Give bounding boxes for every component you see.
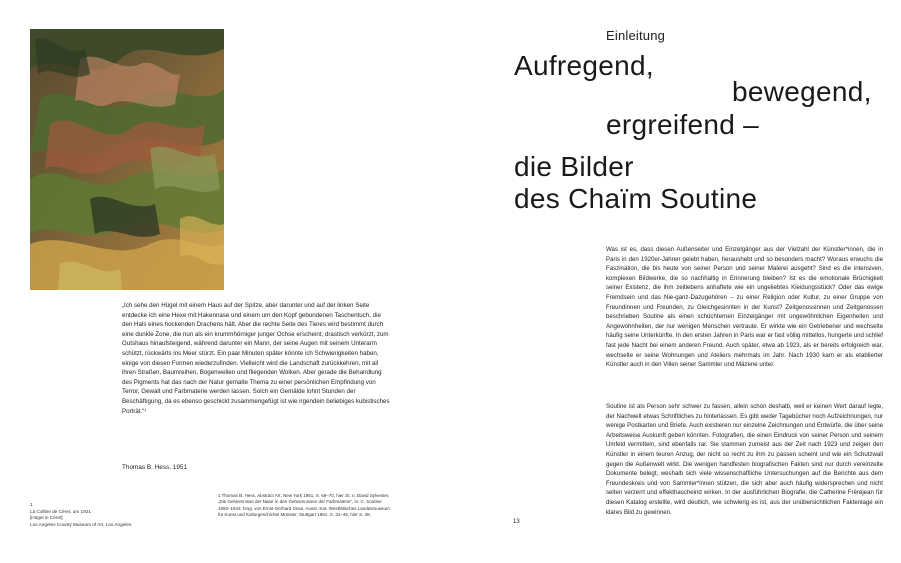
section-label: Einleitung <box>606 28 666 43</box>
quote-text: „Ich sehe den Hügel mit einem Haus auf der Spitze, aber darunter und auf der linken Seite entdecke ich eine Hexe mit Hakennase und einem um den Kopf gebundenen Taschentuch, die den Hals eines hockenden Drachens hält. Aber die rechte Seite des Tieres wird bestimmt durch eine dunkle Zone, die nun als ein krummhörniger junger Ochse erscheint, drastisch verkürzt, zum Gutshaus hinaufsteigend, während darunter ein Mann, der seine Augen mit seinem Unterarm schützt, rückwärts ins Meer stürzt. Ein paar Minuten später könnte ich Schwierigkeiten haben, einige von diesen Formen wiederzufinden. Vielleicht wird die Landschaft zurückkehren, mit all ihren Straßen, Baumreihen, Bogenwellen und fliegenden Wolken. Aber gerade die Behandlung des Pigments hat das nach der Natur gemalte Thema zu einer persönlichen Empfindung von Terror, Gewalt und Farbmaterie werden lassen. Solch ein Gemälde lohnt Stunden der Beschäftigung, da es ebenso geschickt zusammengefügt ist wie irgendein beliebiges kubistisches Porträt.“¹ <box>122 302 390 415</box>
quote-author: Thomas B. Hess, 1951 <box>122 464 188 471</box>
caption-collection: Los Angeles County Museum of Art, Los Angeles <box>30 521 132 527</box>
headline-line-5: des Chaïm Soutine <box>514 183 758 214</box>
caption-title: La Colline de Céret, um 1921 <box>30 508 91 514</box>
footnote: 1 Thomas B. Hess, Abstract Art, New York 1951, S. 69–70, hier zit. n. David Sylvester, „Die Geheimnisse der Natur in den Geheimnissen der Farbmaterie“, in: C. Soutine 1893–1943, hrsg. von Ernst-Gerhard Güse, Ausst.-Kat. Westfälisches Landesmuseum für Kunst und Kulturgeschichte Münster, Stuttgart 1981, S. 31–45, hier S. 38. <box>218 493 390 517</box>
image-caption <box>30 502 180 528</box>
headline-line-1: Aufregend, <box>514 50 654 81</box>
body-paragraph-1: Was ist es, dass diesen Außenseiter und Einzelgänger aus der Vielzahl der Künstler*innen, die in Paris in den 1920er-Jahren gelebt haben, heraushebt und so besonders macht? Woraus erwuchs die Faszination, die bis heute von seiner Person und seiner Malerei ausgeht? Sind es die intensiven, komplexen Bildwerke, die so nachhaltig in Erinnerung bleiben? Ist es die emotionale Brüchigkeit seiner Existenz, die ihm zeitlebens anhaftete wie ein ungeliebtes Kleidungsstück? Oder das ewige Fremdsein und das Nie-ganz-Dazugehören – zu einer Religion oder Kultur, zu einer Gruppe von Freundinnen und Freunden, zu Gleichgesinnten in der Kunst? Zeitgenossinnen und Zeitgenossen beschrieben Soutine als einen schüchternen Einzelgänger mit ungewöhnlichen Eigenheiten und Angewohnheiten, der nur wenigen Menschen vertraute. Er wirkte wie ein Getriebener und wechselte häufig seine Unterkünfte. In den ersten Jahren in Paris war er fast völlig mittellos, hungerte und schlief fast jede Nacht bei einem anderen Freund. Auch später, etwa ab 1923, als er bereits erfolgreich war, wechselte er seine Wohnungen und Ateliers mehrmals im Jahr. Nach 1930 kam er als etablierter Künstler auch in den Villen seiner Sammler und Mäzene unter. <box>606 246 883 369</box>
caption-number: 1 <box>30 502 33 507</box>
body-paragraph-2: Soutine ist als Person sehr schwer zu fassen, allein schon deshalb, weil er keinen Wert darauf legte, der Nachwelt etwas Schriftliches zu hinterlassen. Es gibt weder Tagebücher noch Aufzeichnungen, nur wenige Postkarten und Briefe. Auch existieren nur einzelne Zeichnungen und Entwürfe, die über seine Arbeitsweise Auskunft geben könnten. Fotografien, die einen Eindruck von seiner Person und seinem Umfeld vermitteln, sind ebenfalls rar. Sie stammen zumeist aus der Zeit nach 1923 und zeigen den Künstler in einem teuren Anzug, der nicht so recht zu ihm zu passen scheint und wie ein Schutzwall gegen die Außenwelt wirkt. Die wenigen handfesten biografischen Fakten sind nur durch vereinzelte Dokumente belegt, weshalb sich viele wissenschaftliche Untersuchungen auf die Berichte aus dem Freundeskreis und von Sammler*innen stützen, die sich aber auch häufig widersprechen und nicht selten verzerrt und effekthascheind wirken. In der ausführlichen Biografie, die Catherine Fréréjean für diesen Katalog erstellte, wird deutlich, wie schwierig es ist, aus der unübersichtlichen Faktenlage ein klares Bild zu gewinnen. <box>606 403 883 516</box>
page-number: 13 <box>513 519 520 525</box>
headline-line-4: die Bilder <box>514 151 634 182</box>
headline-line-2: bewegend, <box>732 76 872 107</box>
headline-line-3: ergreifend – <box>606 109 760 140</box>
painting-icon <box>30 29 224 290</box>
painting-image <box>30 29 224 290</box>
caption-translation: [Hügel in Céret] <box>30 515 63 521</box>
